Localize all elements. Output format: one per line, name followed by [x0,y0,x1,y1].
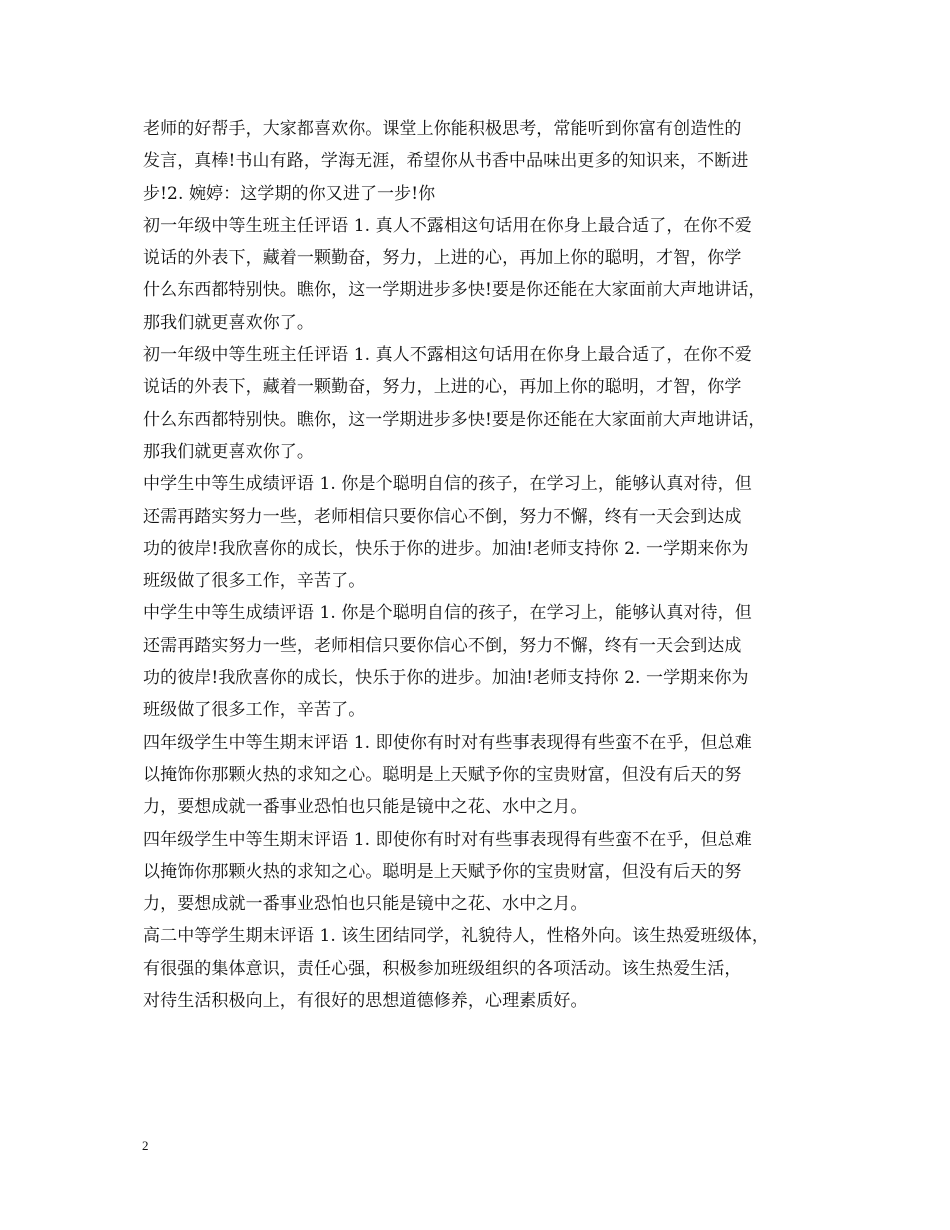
text-line: 以掩饰你那颗火热的求知之心。聪明是上天赋予你的宝贵财富，但没有后天的努 [143,764,742,785]
text-line: 四年级学生中等生期末评语 1. 即使你有时对有些事表现得有些蛮不在乎，但总难 [143,829,752,850]
text-line: 班级做了很多工作，辛苦了。 [143,700,366,721]
text-line: 说话的外表下，藏着一颗勤奋，努力，上进的心，再加上你的聪明，才智，你学 [143,248,742,269]
text-line: 功的彼岸!我欣喜你的成长，快乐于你的进步。加油!老师支持你 2. 一学期来你为 [143,668,749,689]
text-line: 有很强的集体意识，责任心强，积极参加班级组织的各项活动。该生热爱生活， [143,958,742,979]
text-line: 高二中等学生期末评语 1. 该生团结同学，礼貌待人，性格外向。该生热爱班级体， [143,926,769,947]
text-line: 对待生活积极向上，有很好的思想道德修养，心理素质好。 [143,991,588,1012]
text-line: 力，要想成就一番事业恐怕也只能是镜中之花、水中之月。 [143,797,588,818]
page-number: 2 [142,1138,149,1153]
text-line: 步!2. 婉婷：这学期的你又进了一步!你 [143,183,436,204]
text-line: 说话的外表下，藏着一颗勤奋，努力，上进的心，再加上你的聪明，才智，你学 [143,377,742,398]
text-line: 初一年级中等生班主任评语 1. 真人不露相这句话用在你身上最合适了，在你不爱 [143,215,752,236]
text-line: 以掩饰你那颗火热的求知之心。聪明是上天赋予你的宝贵财富，但没有后天的努 [143,861,742,882]
text-line: 那我们就更喜欢你了。 [143,312,314,333]
text-line: 还需再踏实努力一些，老师相信只要你信心不倒，努力不懈，终有一天会到达成 [143,635,742,656]
text-line: 老师的好帮手，大家都喜欢你。课堂上你能积极思考，常能听到你富有创造性的 [143,119,742,139]
text-line: 初一年级中等生班主任评语 1. 真人不露相这句话用在你身上最合适了，在你不爱 [143,345,752,366]
document-body [143,113,823,1017]
text-line: 班级做了很多工作，辛苦了。 [143,571,366,592]
text-line: 什么东西都特别快。瞧你，这一学期进步多快!要是你还能在大家面前大声地讲话， [143,280,766,301]
text-line: 什么东西都特别快。瞧你，这一学期进步多快!要是你还能在大家面前大声地讲话， [143,409,766,430]
text-line: 还需再踏实努力一些，老师相信只要你信心不倒，努力不懈，终有一天会到达成 [143,506,742,527]
text-line: 四年级学生中等生期末评语 1. 即使你有时对有些事表现得有些蛮不在乎，但总难 [143,732,752,753]
text-line: 中学生中等生成绩评语 1. 你是个聪明自信的孩子，在学习上，能够认真对待，但 [143,474,752,495]
text-line: 那我们就更喜欢你了。 [143,441,314,462]
text-line: 中学生中等生成绩评语 1. 你是个聪明自信的孩子，在学习上，能够认真对待，但 [143,603,752,624]
text-line: 功的彼岸!我欣喜你的成长，快乐于你的进步。加油!老师支持你 2. 一学期来你为 [143,538,749,559]
text-line: 力，要想成就一番事业恐怕也只能是镜中之花、水中之月。 [143,894,588,915]
text-line: 发言，真棒!书山有路，学海无涯，希望你从书香中品味出更多的知识来，不断进 [143,151,749,172]
